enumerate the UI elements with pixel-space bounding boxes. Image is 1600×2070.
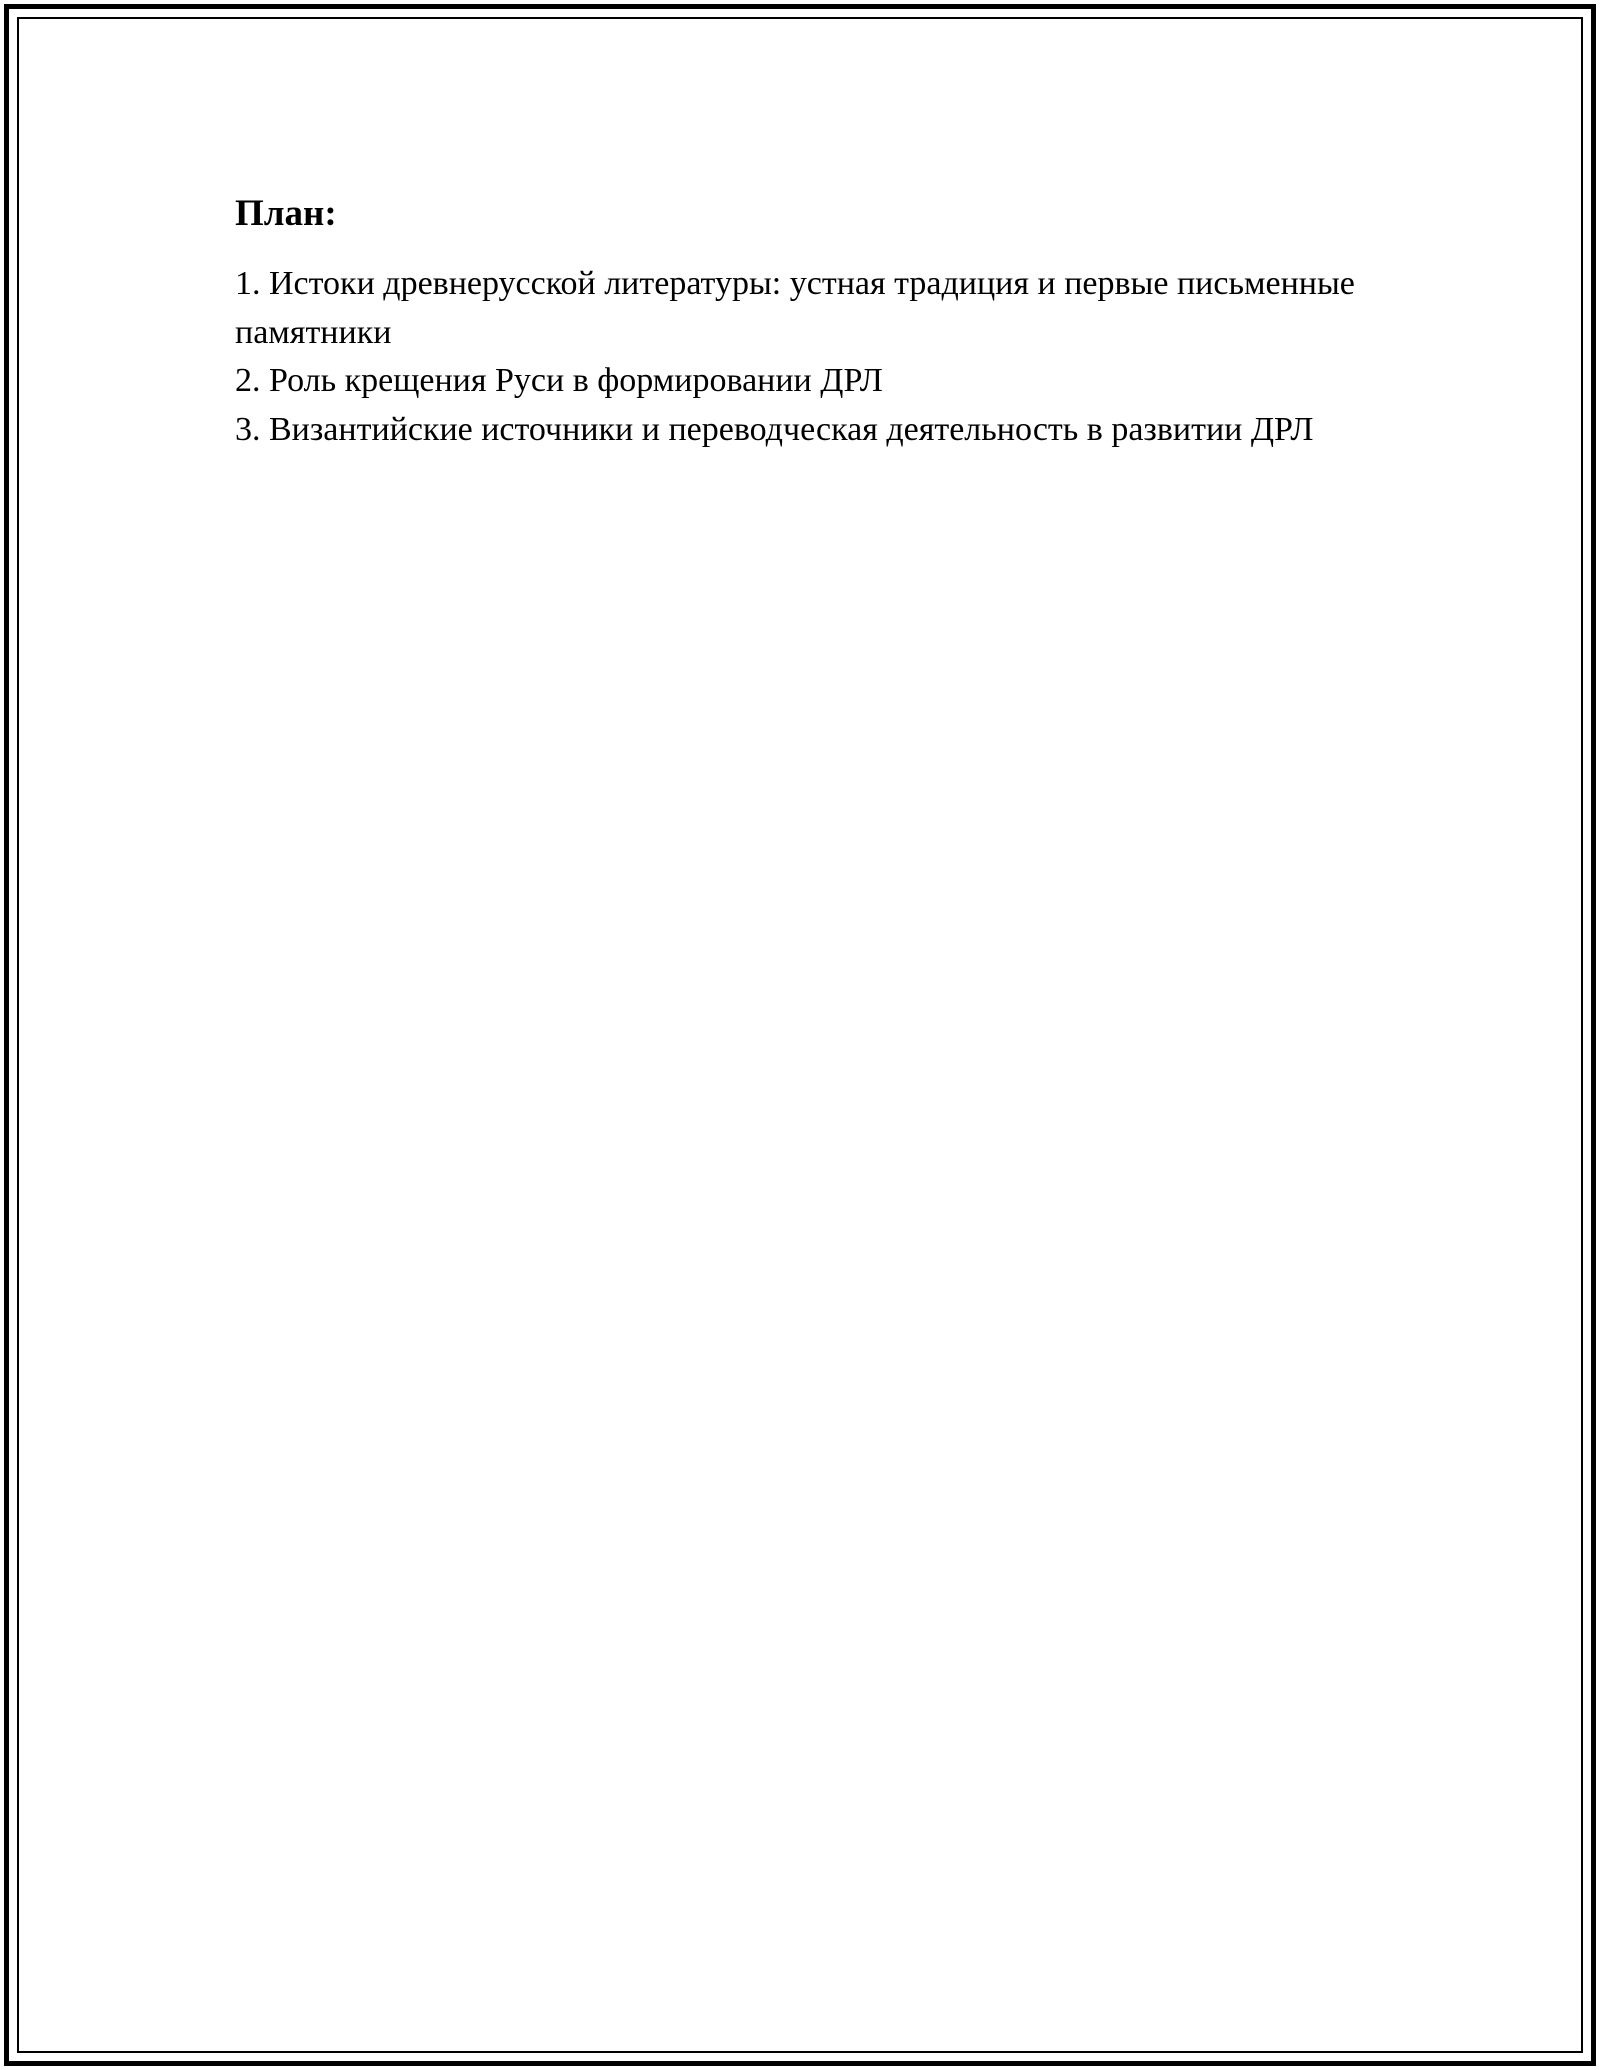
- plan-item-3: 3. Византийские источники и переводческая деятельность в развитии ДРЛ: [235, 410, 1314, 448]
- plan-item-2: 2. Роль крещения Руси в формировании ДРЛ: [235, 362, 883, 399]
- plan-item-1: 1. Истоки древнерусской литературы: устная традиция и первые письменные памятники: [235, 265, 1355, 351]
- document-body: [235, 188, 1365, 454]
- plan-list: [235, 260, 1365, 454]
- plan-heading: План:: [235, 193, 337, 234]
